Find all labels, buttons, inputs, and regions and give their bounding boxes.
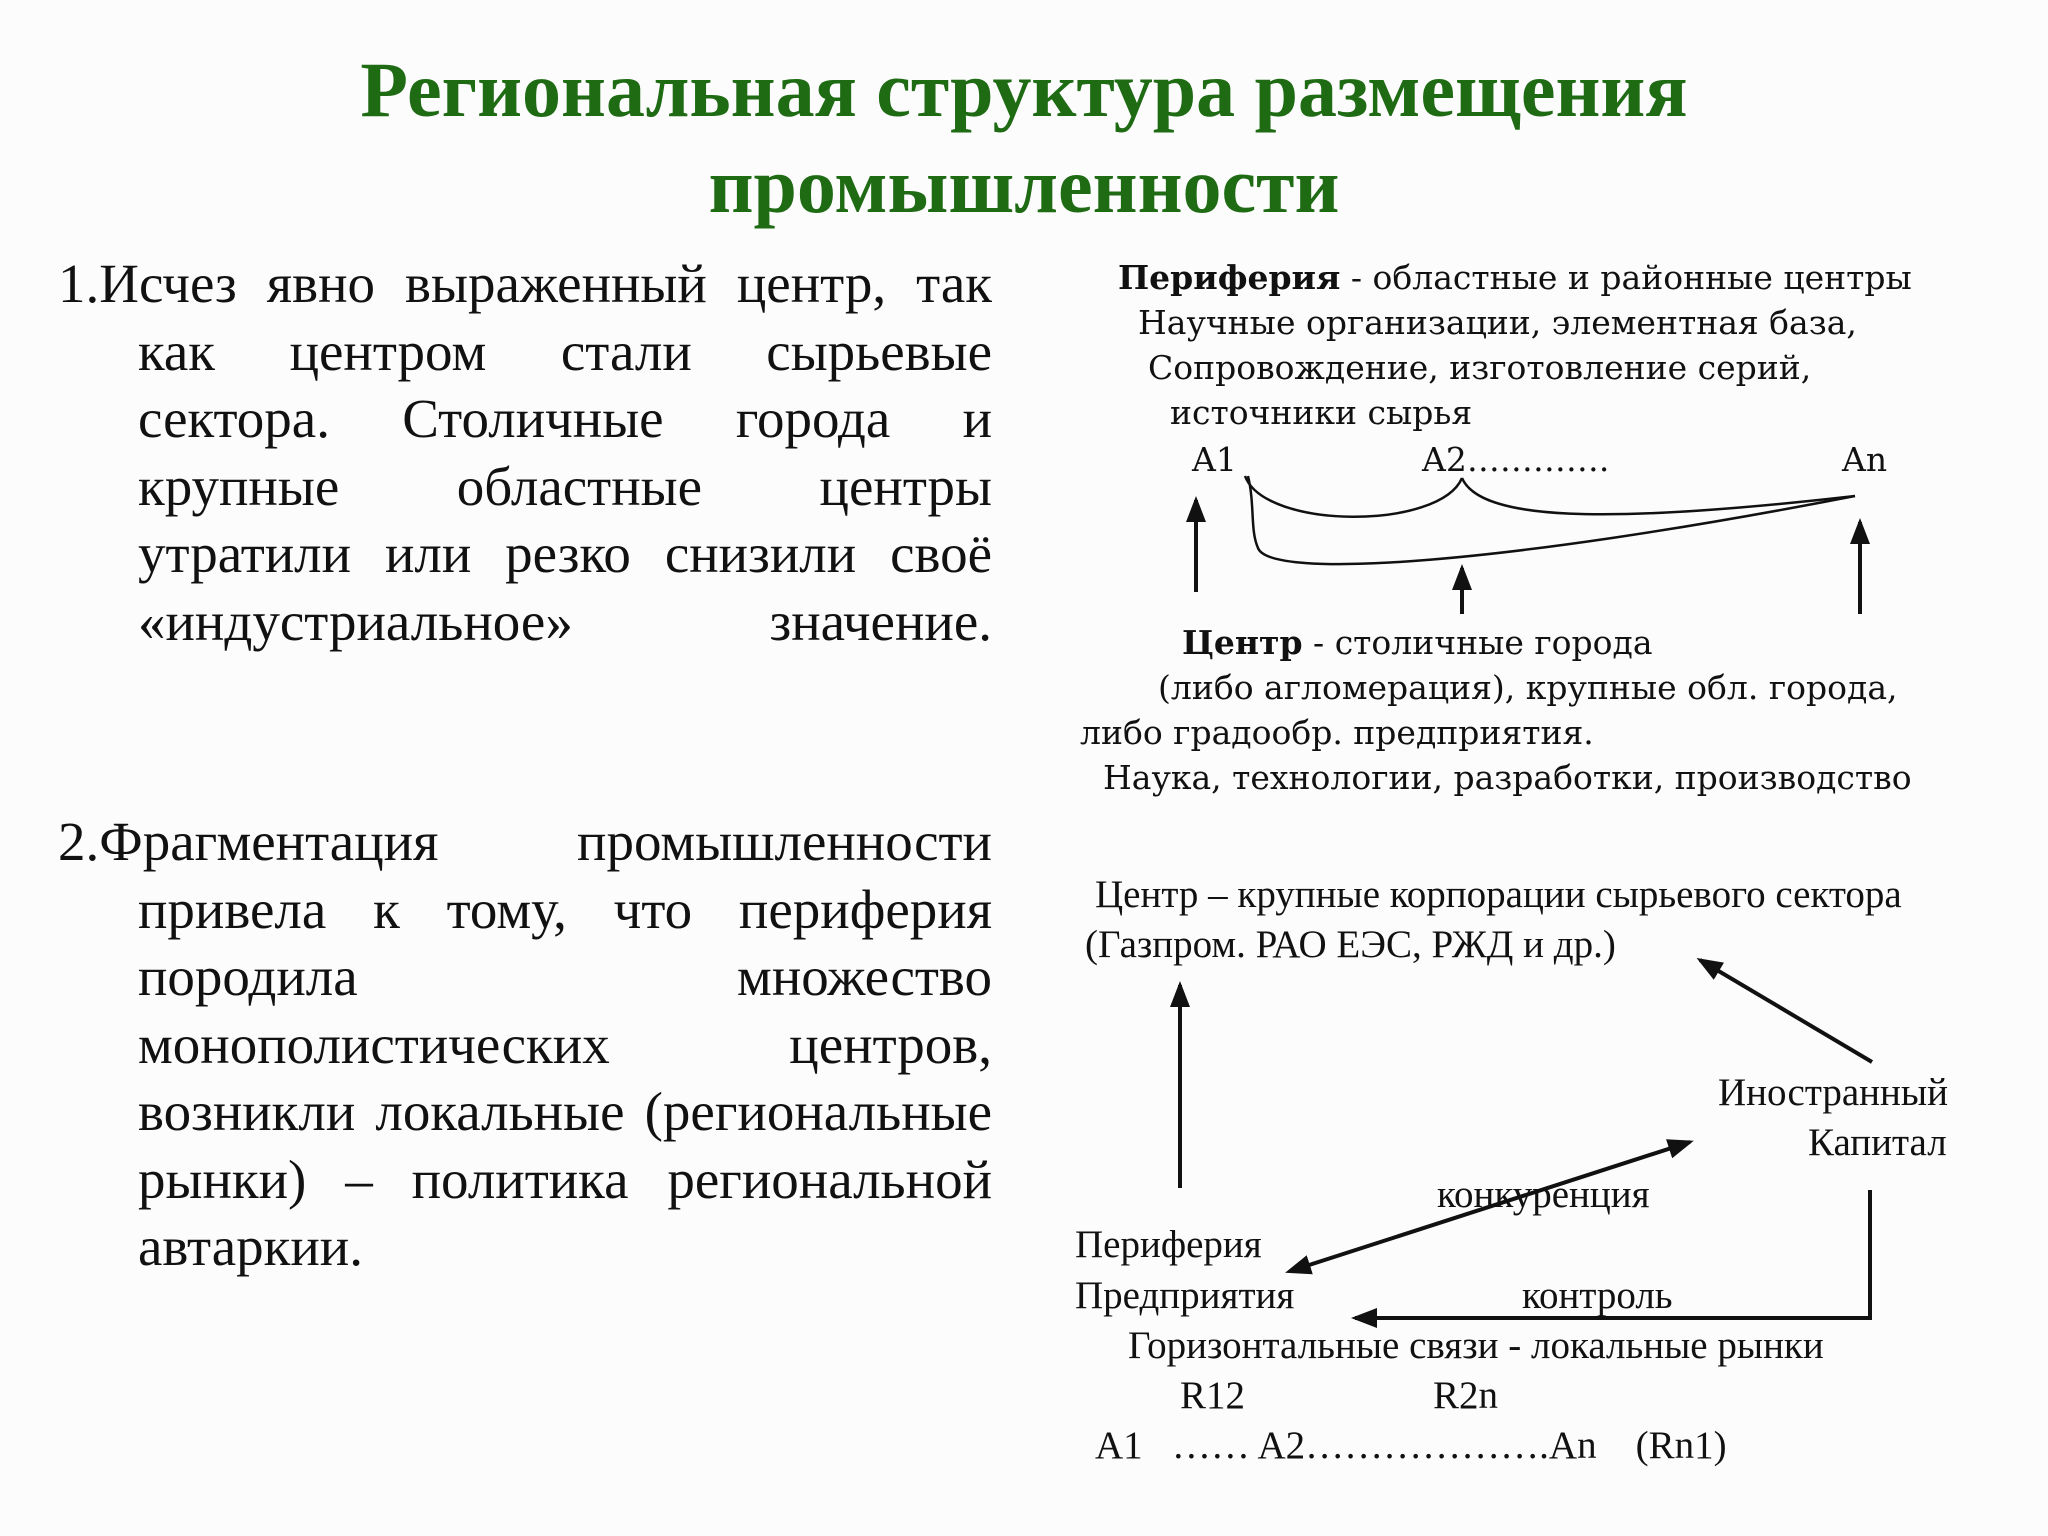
node-a1: A1 [1192,440,1237,479]
arc-a2-an [1462,478,1855,514]
center-line-2: (либо агломерация), крупные обл. города, [1158,668,1898,707]
foreign-capital-line-1: Иностранный [1718,1071,1948,1114]
foreign-capital-line-2: Капитал [1808,1121,1947,1164]
title-line-2: промышленности [708,142,1340,229]
arc-a1-an [1248,476,1855,564]
arc-a1-a2 [1245,476,1462,517]
point-2-number: 2. [58,811,100,872]
periphery-enterprises-line-1: Периферия [1075,1223,1262,1266]
center-corporations-line-2: (Газпром. РАО ЕЭС, РЖД и др.) [1085,923,1616,966]
periphery-description: - областные и районные центры [1340,258,1912,297]
horizontal-links: Горизонтальные связи - локальные рынки [1128,1324,1824,1367]
center-corporations-line-1: Центр – крупные корпорации сырьевого сектора [1095,873,1902,916]
node-an: An [1842,440,1888,479]
periphery-line-2: Научные организации, элементная база, [1138,303,1857,342]
center-line-4: Наука, технологии, разработки, производство [1103,758,1912,797]
point-1-text: Исчез явно выраженный центр, так как центром стали сырьевые сектора. Столичные города и крупные областные центры утратили или резко снизили своё «индустриальное» значение. [99,253,992,652]
center-label: Центр [1182,623,1303,662]
link-r2n: R2n [1433,1374,1499,1417]
competition-label: конкуренция [1437,1173,1650,1216]
point-2-text: Фрагментация промышленности привела к тому, что периферия породила множество монополистических центров, возникли локальные (региональные рынки) – политика региональной автаркии. [99,811,992,1277]
title-line-1: Региональная структура размещения [360,46,1688,133]
center-line-3: либо градообр. предприятия. [1080,713,1594,752]
arrow-competition [1306,1142,1690,1266]
link-r12: R12 [1180,1374,1246,1417]
node-a2: A2…………. [1422,440,1610,479]
periphery-label: Периферия [1118,258,1341,297]
periphery-enterprises-line-2: Предприятия [1075,1274,1295,1317]
arrow-control [1355,1190,1870,1318]
periphery-line-3: Сопровождение, изготовление серий, [1148,348,1812,387]
control-label: контроль [1522,1274,1673,1317]
center-description: - столичные города [1302,623,1653,662]
node-chain: A1 …… A2……………….An (Rn1) [1095,1424,1727,1467]
arrow-foreign-to-center [1700,960,1872,1062]
periphery-line-4: источники сырья [1170,393,1473,432]
point-1-number: 1. [58,253,100,314]
